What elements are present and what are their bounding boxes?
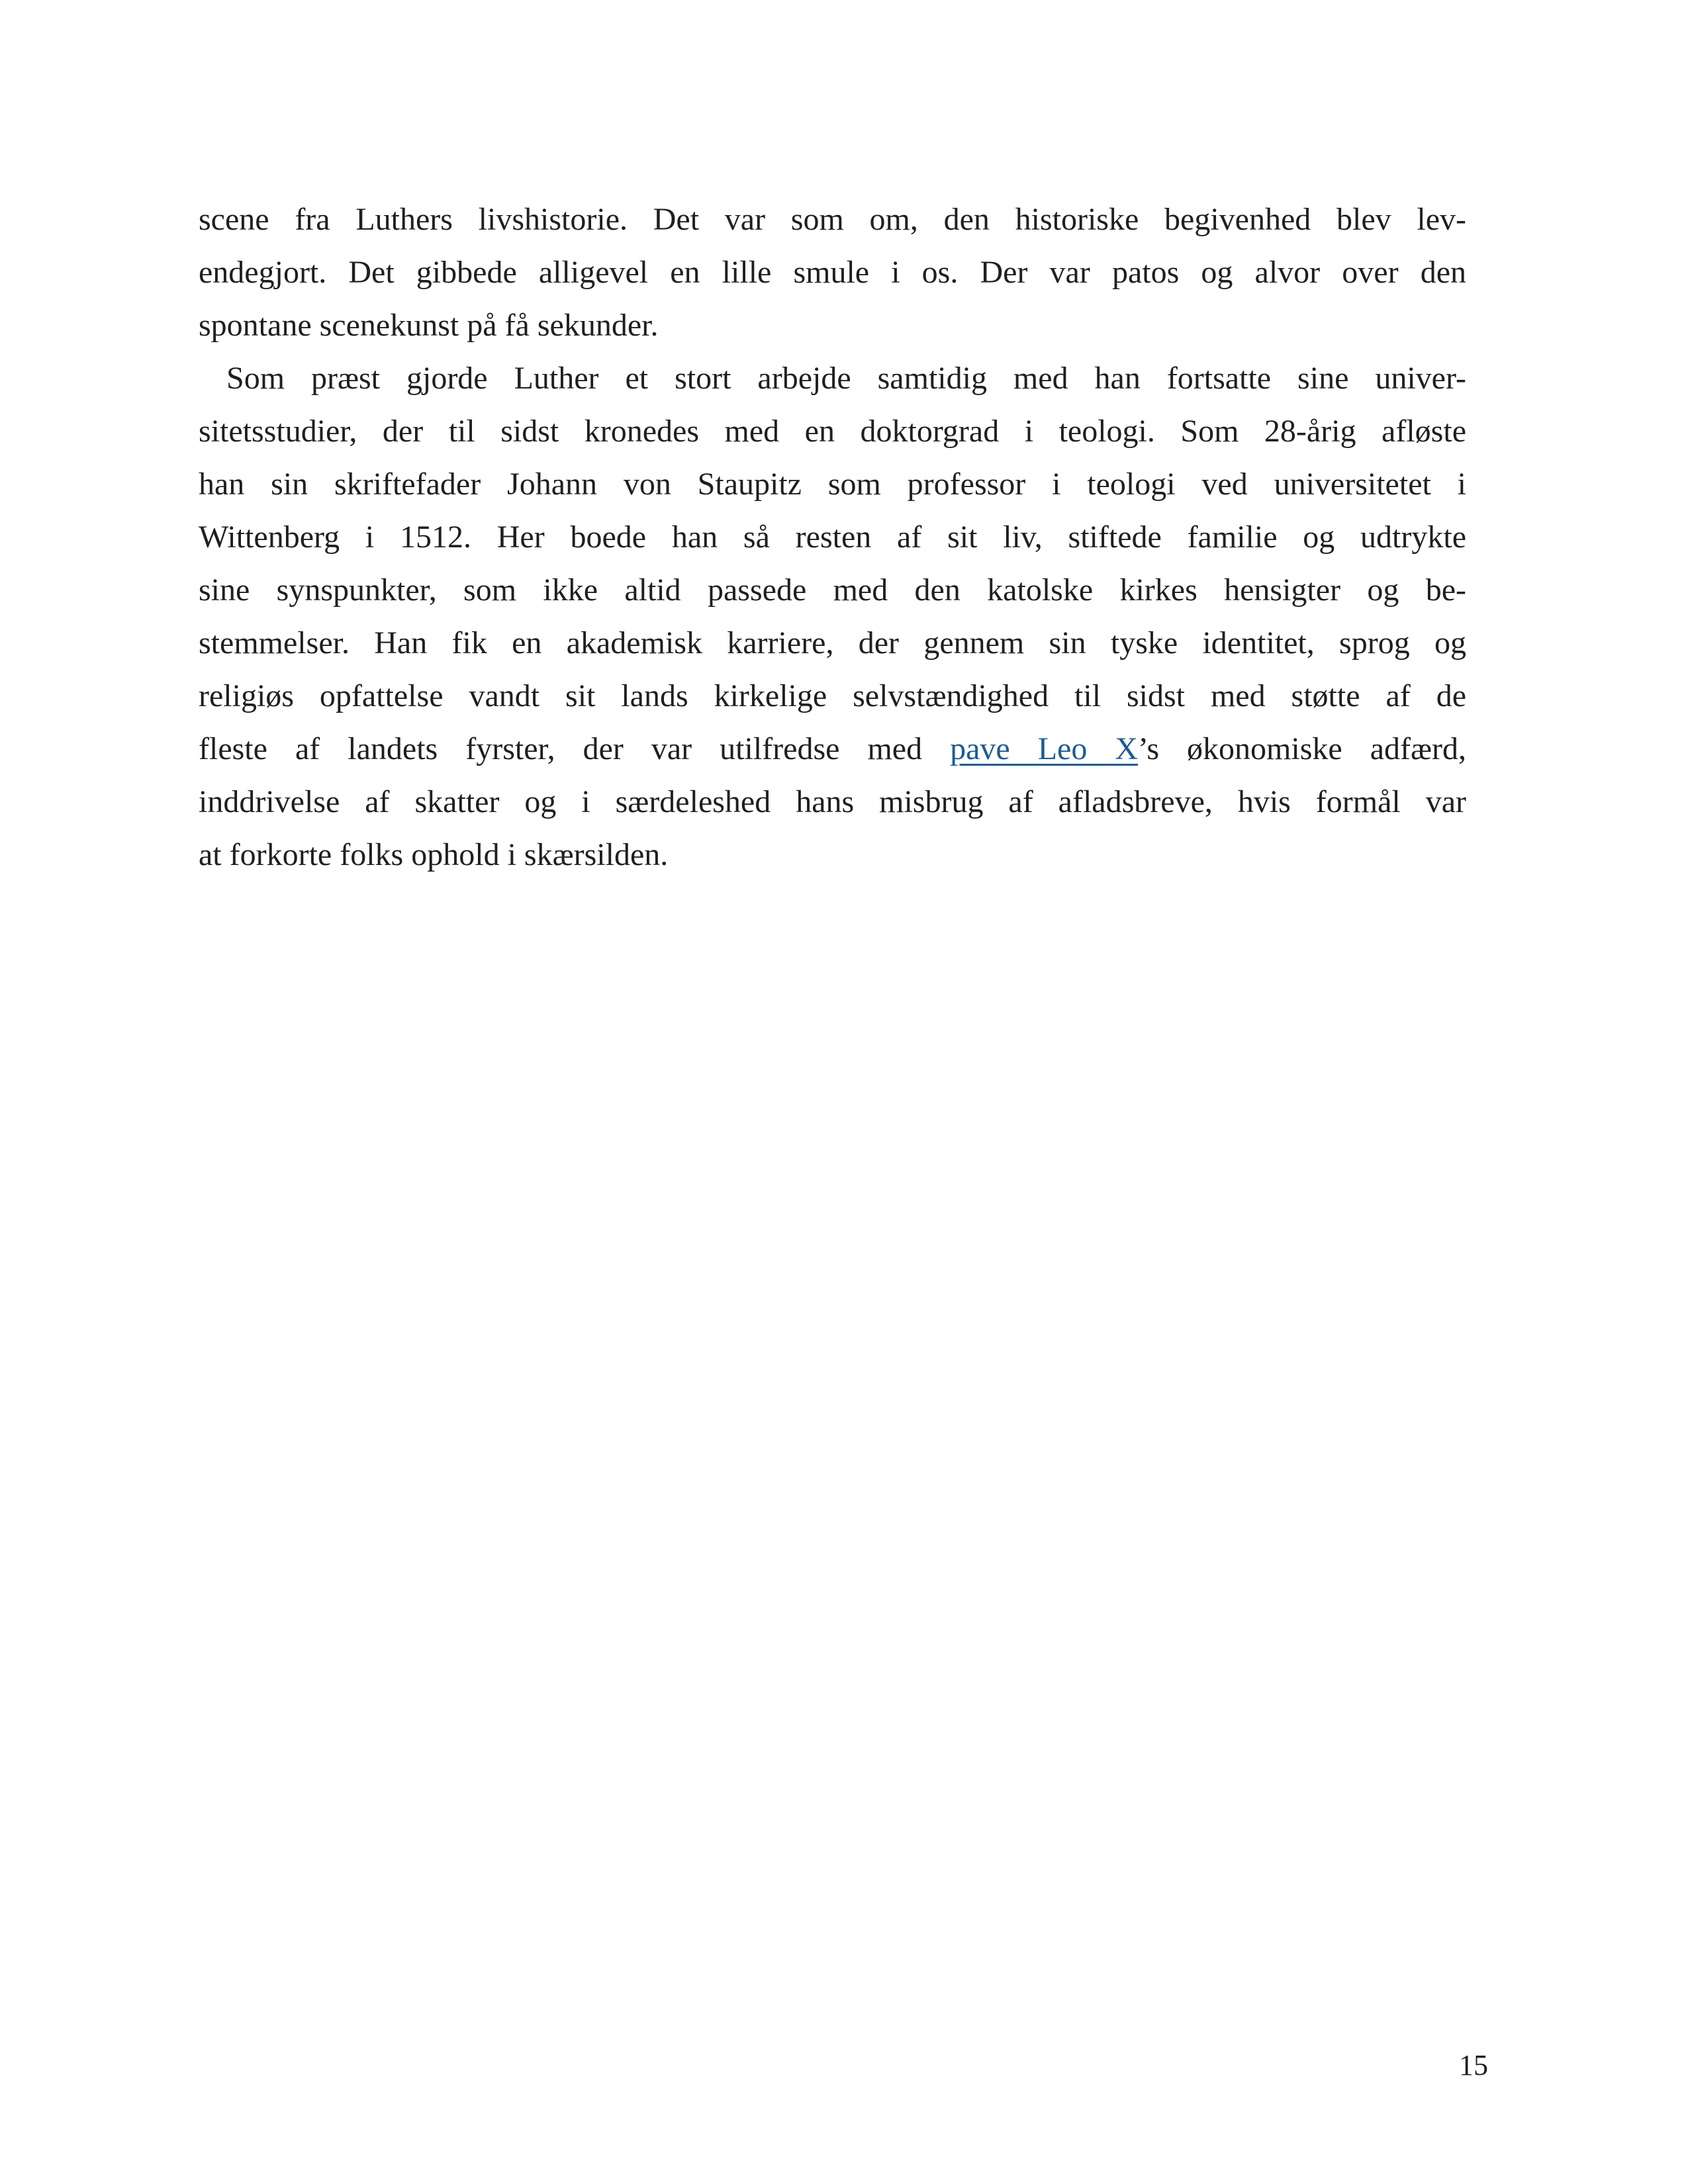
text-line <box>199 723 1466 776</box>
text-segment: Som præst gjorde Luther et stort arbejde samtidig med han fortsatte sine univer- <box>226 361 1466 396</box>
text-segment: ’s økonomiske adfærd, <box>1138 731 1466 766</box>
text-segment: fleste af landets fyrster, der var utilfredse med <box>199 731 951 766</box>
text-line <box>199 405 1466 458</box>
text-line <box>199 829 1466 882</box>
text-segment: inddrivelse af skatter og i særdeleshed hans misbrug af afladsbreve, hvis formål var <box>199 784 1466 819</box>
text-segment: han sin skriftefader Johann von Staupitz som professor i teologi ved universitetet i <box>199 467 1466 502</box>
body-text <box>199 193 1466 882</box>
text-segment: endegjort. Det gibbede alligevel en lille smule i os. Der var patos og alvor over den <box>199 255 1466 290</box>
text-segment: stemmelser. Han fik en akademisk karriere, der gennem sin tyske identitet, sprog og <box>199 625 1466 660</box>
text-line <box>199 458 1466 511</box>
text-segment: scene fra Luthers livshistorie. Det var som om, den historiske begivenhed blev lev- <box>199 202 1466 237</box>
text-line <box>199 193 1466 246</box>
text-line <box>199 352 1466 405</box>
text-line <box>199 564 1466 617</box>
text-line <box>199 511 1466 564</box>
body-paragraph <box>199 352 1466 882</box>
text-segment: religiøs opfattelse vandt sit lands kirkelige selvstændighed til sidst med støtte af de <box>199 678 1466 713</box>
text-segment: spontane scenekunst på få sekunder. <box>199 308 659 343</box>
pave-leo-x-link[interactable]: pave Leo X <box>950 731 1139 766</box>
text-line <box>199 246 1466 299</box>
text-segment: Wittenberg i 1512. Her boede han så resten af sit liv, stiftede familie og udtrykte <box>199 520 1466 555</box>
body-paragraph <box>199 193 1466 352</box>
text-segment: sine synspunkter, som ikke altid passede med den katolske kirkes hensigter og be- <box>199 572 1466 608</box>
text-line <box>199 617 1466 670</box>
text-segment: at forkorte folks ophold i skærsilden. <box>199 837 669 872</box>
text-segment: sitetsstudier, der til sidst kronedes med en doktorgrad i teologi. Som 28-årig afløste <box>199 414 1466 449</box>
text-line <box>199 299 1466 352</box>
text-line <box>199 776 1466 829</box>
text-line <box>199 670 1466 723</box>
page-number: 15 <box>1459 2049 1488 2081</box>
